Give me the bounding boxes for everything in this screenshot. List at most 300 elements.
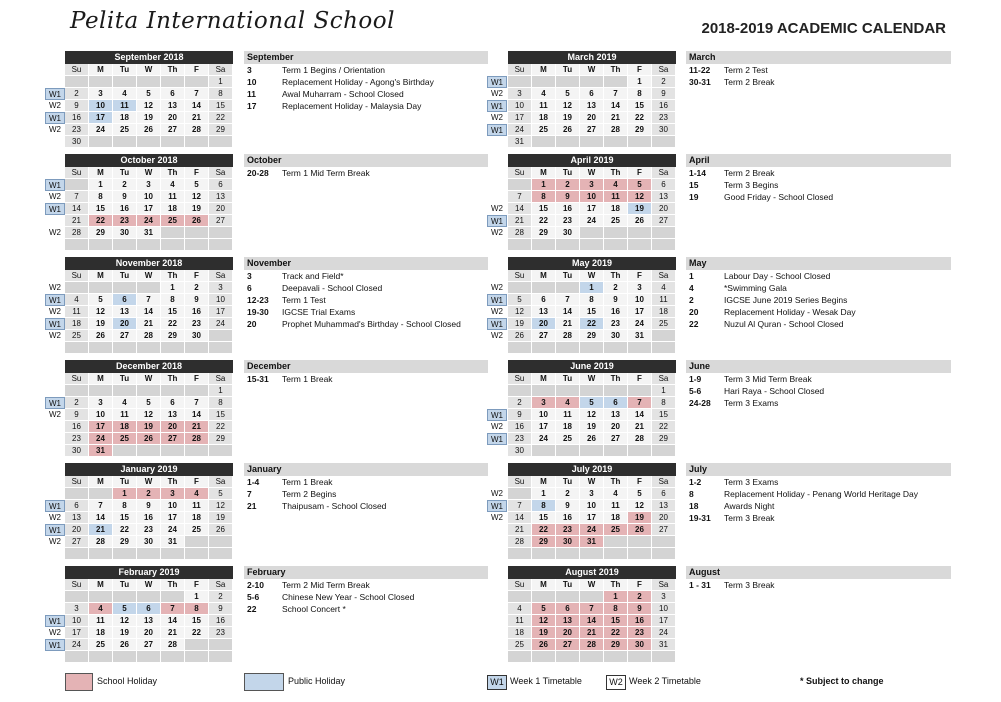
day-cell: 24	[628, 318, 652, 330]
empty-day-cell	[113, 548, 137, 560]
week-label: W1	[487, 500, 507, 512]
day-cell: 13	[652, 191, 676, 203]
day-cell: 10	[580, 191, 604, 203]
event-row	[686, 270, 951, 282]
event-date: 22	[247, 604, 257, 614]
day-cell: 2	[209, 591, 233, 603]
week-label: W1	[487, 294, 507, 306]
day-cell: 6	[652, 179, 676, 191]
week-row	[508, 512, 676, 524]
empty-day-cell	[209, 651, 233, 663]
week-label: W1	[487, 76, 507, 88]
week-label: W1	[45, 203, 65, 215]
month-title: August 2019	[508, 566, 676, 579]
day-cell: 27	[532, 330, 556, 342]
day-cell: 2	[65, 397, 89, 409]
event-text: Nuzul Al Quran - School Closed	[724, 319, 844, 329]
day-cell: 30	[604, 330, 628, 342]
day-cell: 3	[137, 179, 161, 191]
empty-day-cell	[161, 76, 185, 88]
day-cell: 9	[65, 100, 89, 112]
day-cell: 9	[652, 88, 676, 100]
day-cell: 19	[137, 112, 161, 124]
month-events	[686, 257, 951, 330]
week-label	[45, 239, 65, 251]
month-calendar	[508, 566, 676, 663]
month-events	[686, 463, 951, 524]
weekday-header: Sa	[209, 167, 233, 179]
day-cell: 4	[113, 88, 137, 100]
day-cell: 1	[209, 76, 233, 88]
day-cell: 23	[556, 524, 580, 536]
day-cell: 29	[604, 639, 628, 651]
week-label	[487, 445, 507, 457]
week-row	[508, 639, 676, 651]
empty-day-cell	[65, 179, 89, 191]
event-date: 10	[247, 77, 257, 87]
day-cell: 24	[89, 433, 113, 445]
day-cell: 14	[65, 203, 89, 215]
event-row	[686, 179, 951, 191]
event-row	[686, 76, 951, 88]
empty-day-cell	[185, 136, 209, 148]
day-cell: 2	[652, 76, 676, 88]
week-row	[508, 500, 676, 512]
month-events	[244, 257, 488, 330]
day-cell: 18	[556, 421, 580, 433]
week-row	[65, 76, 233, 88]
day-cell: 20	[209, 203, 233, 215]
day-cell: 22	[604, 627, 628, 639]
weekday-header-row	[65, 373, 233, 385]
day-cell: 18	[652, 306, 676, 318]
weekday-header: Tu	[556, 64, 580, 76]
event-date: 19	[689, 192, 699, 202]
month-events	[686, 51, 951, 88]
event-text: Replacement Holiday - Wesak Day	[724, 307, 856, 317]
event-date: 15-31	[247, 374, 269, 384]
day-cell: 2	[113, 179, 137, 191]
event-text: Term 2 Break	[724, 168, 775, 178]
empty-day-cell	[161, 385, 185, 397]
week-label: W1	[45, 112, 65, 124]
day-cell: 20	[137, 627, 161, 639]
day-cell: 4	[185, 488, 209, 500]
week-row	[508, 88, 676, 100]
event-date: 21	[247, 501, 257, 511]
week-row	[508, 397, 676, 409]
empty-day-cell	[113, 239, 137, 251]
day-cell: 11	[113, 409, 137, 421]
day-cell: 18	[532, 112, 556, 124]
event-date: 1 - 31	[689, 580, 711, 590]
day-cell: 26	[137, 433, 161, 445]
week-label	[487, 342, 507, 354]
empty-day-cell	[89, 548, 113, 560]
event-date: 24-28	[689, 398, 711, 408]
day-cell: 22	[209, 421, 233, 433]
event-row	[244, 591, 488, 603]
day-cell: 24	[580, 215, 604, 227]
events-month-title: April	[686, 154, 951, 167]
week-label	[487, 397, 507, 409]
event-row	[244, 100, 488, 112]
day-cell: 4	[113, 397, 137, 409]
day-cell: 14	[508, 512, 532, 524]
day-cell: 17	[209, 306, 233, 318]
week-row	[508, 191, 676, 203]
day-cell: 22	[209, 112, 233, 124]
week-row	[65, 112, 233, 124]
empty-day-cell	[652, 651, 676, 663]
weekday-header: W	[580, 64, 604, 76]
event-text: Replacement Holiday - Agong's Birthday	[282, 77, 434, 87]
day-cell: 31	[628, 330, 652, 342]
event-date: 1-9	[689, 374, 702, 384]
day-cell: 5	[89, 294, 113, 306]
day-cell: 18	[508, 627, 532, 639]
empty-day-cell	[89, 591, 113, 603]
week-label	[45, 342, 65, 354]
day-cell: 6	[652, 488, 676, 500]
weekday-header-row	[65, 64, 233, 76]
event-row	[686, 488, 951, 500]
weekday-header: Sa	[652, 270, 676, 282]
empty-day-cell	[628, 227, 652, 239]
day-cell: 10	[161, 500, 185, 512]
day-cell: 31	[508, 136, 532, 148]
day-cell: 12	[185, 191, 209, 203]
day-cell: 17	[65, 627, 89, 639]
week-row	[508, 124, 676, 136]
day-cell: 14	[508, 203, 532, 215]
day-cell: 19	[628, 203, 652, 215]
event-date: 15	[689, 180, 699, 190]
week-row	[508, 615, 676, 627]
week-label	[45, 433, 65, 445]
events-month-title: December	[244, 360, 488, 373]
day-cell: 8	[161, 294, 185, 306]
empty-day-cell	[65, 651, 89, 663]
day-cell: 25	[508, 639, 532, 651]
day-cell: 23	[185, 318, 209, 330]
event-date: 20-28	[247, 168, 269, 178]
event-row	[686, 167, 951, 179]
day-cell: 7	[185, 397, 209, 409]
empty-day-cell	[209, 136, 233, 148]
day-cell: 13	[652, 500, 676, 512]
day-cell: 26	[556, 124, 580, 136]
weekday-header: M	[89, 373, 113, 385]
day-cell: 4	[604, 488, 628, 500]
empty-day-cell	[508, 591, 532, 603]
day-cell: 24	[209, 318, 233, 330]
day-cell: 3	[65, 603, 89, 615]
day-cell: 26	[89, 330, 113, 342]
day-cell: 25	[65, 330, 89, 342]
event-row	[244, 603, 488, 615]
month-title: December 2018	[65, 360, 233, 373]
month-calendar	[508, 154, 676, 251]
w2-legend-label: Week 2 Timetable	[629, 676, 701, 686]
empty-day-cell	[137, 548, 161, 560]
day-cell: 12	[508, 306, 532, 318]
day-cell: 27	[209, 215, 233, 227]
week-row	[508, 203, 676, 215]
event-row	[686, 373, 951, 385]
weekday-header: Su	[508, 476, 532, 488]
empty-day-cell	[532, 76, 556, 88]
day-cell: 15	[209, 409, 233, 421]
event-text: Term 3 Exams	[724, 398, 779, 408]
day-cell: 11	[161, 191, 185, 203]
day-cell: 9	[628, 603, 652, 615]
empty-day-cell	[185, 76, 209, 88]
weekday-header: F	[185, 373, 209, 385]
weekday-header: M	[89, 64, 113, 76]
event-row	[686, 579, 951, 591]
day-cell: 25	[556, 433, 580, 445]
day-cell: 10	[137, 191, 161, 203]
empty-day-cell	[113, 651, 137, 663]
week-label	[45, 421, 65, 433]
day-cell: 30	[556, 536, 580, 548]
week-row	[65, 191, 233, 203]
day-cell: 28	[580, 639, 604, 651]
weekday-header: Su	[65, 270, 89, 282]
day-cell: 19	[113, 627, 137, 639]
day-cell: 26	[580, 433, 604, 445]
event-text: Chinese New Year - School Closed	[282, 592, 415, 602]
week-label-column	[487, 488, 507, 560]
weekday-header: W	[580, 373, 604, 385]
day-cell: 31	[580, 536, 604, 548]
day-cell: 13	[161, 100, 185, 112]
weekday-header: Th	[161, 373, 185, 385]
day-cell: 8	[209, 397, 233, 409]
week-row	[508, 282, 676, 294]
event-text: Term 3 Mid Term Break	[724, 374, 812, 384]
day-cell: 15	[532, 203, 556, 215]
weekday-header: F	[185, 476, 209, 488]
day-cell: 19	[628, 512, 652, 524]
day-cell: 12	[628, 500, 652, 512]
month-events	[244, 51, 488, 112]
day-cell: 17	[580, 512, 604, 524]
day-cell: 9	[556, 500, 580, 512]
day-cell: 6	[580, 88, 604, 100]
day-cell: 5	[185, 179, 209, 191]
week-label: W1	[487, 318, 507, 330]
day-cell: 28	[508, 227, 532, 239]
day-cell: 19	[185, 203, 209, 215]
day-cell: 11	[65, 306, 89, 318]
day-cell: 9	[604, 294, 628, 306]
day-cell: 28	[65, 227, 89, 239]
day-cell: 13	[580, 100, 604, 112]
day-cell: 12	[113, 615, 137, 627]
day-cell: 18	[113, 112, 137, 124]
week-label: W1	[45, 294, 65, 306]
week-row	[508, 421, 676, 433]
month-calendar	[65, 154, 233, 251]
week-row	[65, 603, 233, 615]
day-cell: 8	[185, 603, 209, 615]
empty-day-cell	[604, 445, 628, 457]
day-cell: 3	[580, 179, 604, 191]
day-cell: 12	[580, 409, 604, 421]
weekday-header: Sa	[209, 476, 233, 488]
day-cell: 18	[604, 203, 628, 215]
week-row	[508, 306, 676, 318]
week-label	[487, 536, 507, 548]
week-label: W2	[49, 125, 61, 134]
weekday-header: Su	[508, 64, 532, 76]
day-cell: 7	[89, 500, 113, 512]
day-cell: 15	[532, 512, 556, 524]
day-cell: 7	[508, 191, 532, 203]
weekday-header: Tu	[113, 64, 137, 76]
weekday-header: Su	[508, 167, 532, 179]
day-cell: 26	[508, 330, 532, 342]
day-cell: 22	[532, 524, 556, 536]
weekday-header: M	[532, 373, 556, 385]
week-row	[508, 627, 676, 639]
empty-day-cell	[89, 342, 113, 354]
event-text: Term 3 Break	[724, 513, 775, 523]
day-cell: 1	[209, 385, 233, 397]
legend	[0, 672, 1001, 694]
weekday-header: Th	[161, 64, 185, 76]
month-events	[244, 154, 488, 179]
empty-day-cell	[532, 239, 556, 251]
week-label-column	[45, 282, 65, 354]
events-month-title: March	[686, 51, 951, 64]
event-row	[244, 294, 488, 306]
week-row	[508, 239, 676, 251]
event-text: Term 3 Exams	[724, 477, 779, 487]
week-row	[508, 524, 676, 536]
week-row	[508, 294, 676, 306]
empty-day-cell	[65, 488, 89, 500]
week-label: W1	[487, 433, 507, 445]
day-cell: 20	[161, 112, 185, 124]
event-date: 11	[247, 89, 256, 99]
day-cell: 12	[628, 191, 652, 203]
day-cell: 11	[604, 191, 628, 203]
day-cell: 25	[161, 215, 185, 227]
day-cell: 28	[89, 536, 113, 548]
week-label: W2	[49, 283, 61, 292]
week-row	[65, 409, 233, 421]
event-date: 17	[247, 101, 257, 111]
events-month-title: February	[244, 566, 488, 579]
day-cell: 12	[209, 500, 233, 512]
empty-day-cell	[628, 239, 652, 251]
weekday-header: M	[532, 579, 556, 591]
event-text: IGCSE June 2019 Series Begins	[724, 295, 848, 305]
weekday-header: W	[580, 167, 604, 179]
day-cell: 20	[652, 203, 676, 215]
day-cell: 13	[137, 615, 161, 627]
day-cell: 31	[89, 445, 113, 457]
empty-day-cell	[65, 342, 89, 354]
weekday-header: Su	[65, 64, 89, 76]
week-row	[508, 385, 676, 397]
empty-day-cell	[65, 385, 89, 397]
empty-day-cell	[137, 385, 161, 397]
weekday-header: Sa	[652, 476, 676, 488]
weekday-header: Th	[604, 476, 628, 488]
weekday-header: Tu	[113, 270, 137, 282]
day-cell: 3	[89, 397, 113, 409]
empty-day-cell	[556, 282, 580, 294]
month-title: February 2019	[65, 566, 233, 579]
empty-day-cell	[89, 282, 113, 294]
empty-day-cell	[89, 239, 113, 251]
week-label: W1	[45, 500, 65, 512]
w2-legend-badge: W2	[606, 675, 626, 690]
weekday-header: F	[185, 579, 209, 591]
day-cell: 26	[628, 215, 652, 227]
day-cell: 18	[89, 627, 113, 639]
week-label: W2	[491, 422, 503, 431]
day-cell: 15	[161, 306, 185, 318]
week-row	[508, 603, 676, 615]
empty-day-cell	[556, 445, 580, 457]
day-cell: 21	[65, 215, 89, 227]
week-label: W2	[49, 331, 61, 340]
day-cell: 18	[113, 421, 137, 433]
day-cell: 19	[89, 318, 113, 330]
empty-day-cell	[113, 385, 137, 397]
day-cell: 21	[137, 318, 161, 330]
weekday-header: M	[532, 476, 556, 488]
week-row	[65, 615, 233, 627]
weekday-header-row	[65, 270, 233, 282]
weekday-header: M	[89, 167, 113, 179]
weekday-header-row	[65, 579, 233, 591]
day-cell: 8	[652, 397, 676, 409]
day-cell: 25	[532, 124, 556, 136]
day-cell: 17	[161, 512, 185, 524]
day-cell: 7	[185, 88, 209, 100]
event-text: Term 1 Mid Term Break	[282, 168, 370, 178]
month-title: January 2019	[65, 463, 233, 476]
event-row	[244, 282, 488, 294]
weekday-header: M	[89, 579, 113, 591]
day-cell: 2	[604, 282, 628, 294]
week-label: W1	[45, 615, 65, 627]
week-label: W2	[49, 307, 61, 316]
day-cell: 16	[209, 615, 233, 627]
empty-day-cell	[508, 488, 532, 500]
empty-day-cell	[628, 536, 652, 548]
day-cell: 28	[161, 639, 185, 651]
day-cell: 17	[137, 203, 161, 215]
weekday-header: Su	[508, 579, 532, 591]
day-cell: 25	[604, 524, 628, 536]
day-cell: 13	[113, 306, 137, 318]
weekday-header: Sa	[209, 373, 233, 385]
event-text: Term 2 Break	[724, 77, 775, 87]
day-cell: 8	[604, 603, 628, 615]
day-cell: 30	[185, 330, 209, 342]
week-label-column	[45, 488, 65, 560]
day-cell: 13	[161, 409, 185, 421]
empty-day-cell	[89, 385, 113, 397]
week-label: W2	[49, 537, 61, 546]
